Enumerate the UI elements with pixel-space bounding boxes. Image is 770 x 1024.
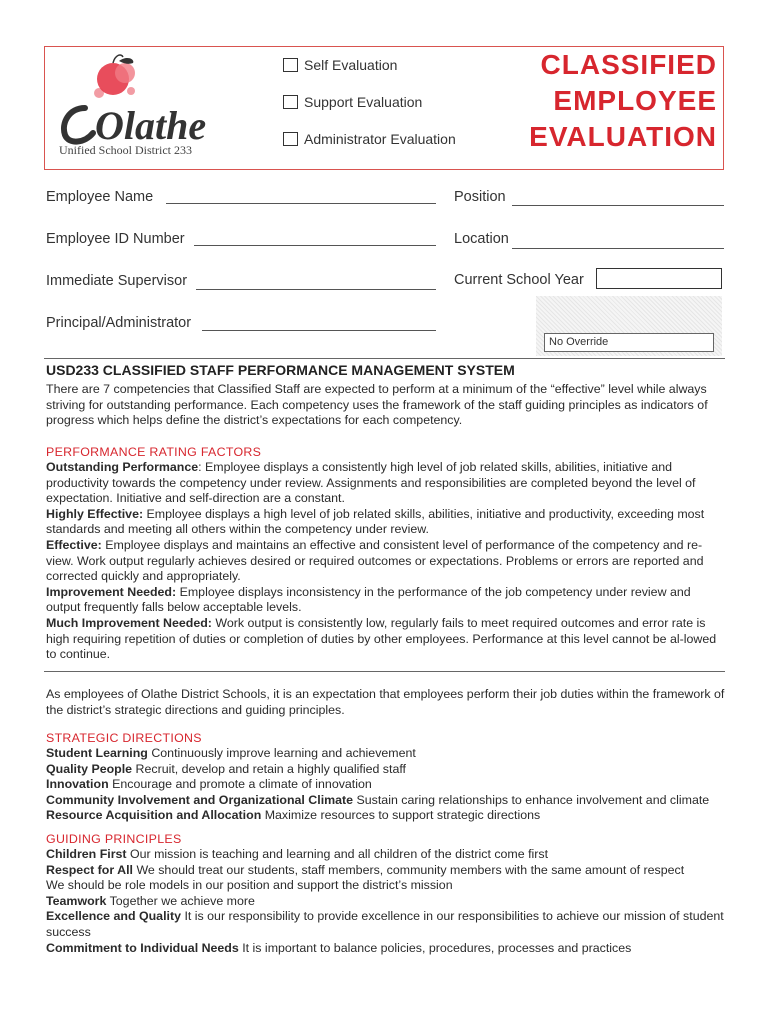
strategic-item: Innovation Encourage and promote a climate of innovation (46, 777, 372, 792)
rating-factors-heading: PERFORMANCE RATING FACTORS (46, 445, 262, 459)
rating-item: Much Improvement Needed: Work output is consistently low, regularly fails to meet required outcomes and error rate is high requiring repetition of duties or completion of duties by other employees. Performance at this level cannot be al-lowed to continue. (46, 615, 717, 662)
administrator-evaluation-label: Administrator Evaluation (304, 131, 456, 147)
support-evaluation-option[interactable] (283, 94, 422, 110)
rating-item: Effective: Employee displays and maintains an effective and consistent level of performance of the competency and re-view. Work output regularly achieves desired or required outcomes or expectations. Problems or errors are reported and corrected quickly and appropriately. (46, 537, 704, 584)
strategic-item: Resource Acquisition and Allocation Maximize resources to support strategic directions (46, 808, 541, 823)
school-year-input[interactable] (596, 268, 722, 289)
rating-item: Improvement Needed: Employee displays inconsistency in the performance of the job competency under review and output frequently falls below acceptable levels. (46, 584, 691, 615)
administrator-evaluation-checkbox[interactable] (283, 132, 298, 146)
divider-middle (44, 671, 725, 672)
divider-top (44, 358, 725, 359)
support-evaluation-label: Support Evaluation (304, 94, 423, 110)
expectation-text: As employees of Olathe District Schools, it is an expectation that employees perform their job duties within the framework of the district’s strategic directions and guiding principles. (46, 687, 725, 717)
self-evaluation-option[interactable] (283, 57, 397, 73)
system-title: USD233 CLASSIFIED STAFF PERFORMANCE MANAGEMENT SYSTEM (46, 362, 515, 378)
employee-name-label: Employee Name (46, 189, 154, 205)
supervisor-label: Immediate Supervisor (46, 273, 188, 289)
guiding-item: Respect for All We should treat our students, staff members, community members with the same amount of respect (46, 862, 685, 877)
strategic-item: Community Involvement and Organizational Climate Sustain caring relationships to enhance involvement and climate (46, 792, 710, 807)
apple-logo-icon (55, 53, 225, 153)
title-line-1: CLASSIFIED (540, 49, 717, 80)
guiding-item: Teamwork Together we achieve more (46, 893, 255, 908)
strategic-directions-list (46, 746, 726, 824)
self-evaluation-label: Self Evaluation (304, 57, 398, 73)
guiding-item: We should be role models in our position and support the district’s mission (46, 878, 453, 893)
position-label: Position (454, 189, 506, 205)
employee-id-label: Employee ID Number (46, 231, 185, 247)
logo-wordmark: Olathe (95, 103, 207, 148)
support-evaluation-checkbox[interactable] (283, 95, 298, 109)
guiding-principles-list (46, 847, 726, 956)
guiding-item: Commitment to Individual Needs It is important to balance policies, procedures, processes and practices (46, 940, 632, 955)
guiding-item: Excellence and Quality It is our responsibility to provide excellence in our responsibilities to achieve our mission of student success (46, 909, 724, 939)
position-field[interactable] (512, 204, 724, 206)
administrator-evaluation-option[interactable] (283, 131, 456, 147)
location-label: Location (454, 231, 509, 247)
rating-factors-list (46, 460, 726, 663)
guiding-item: Children First Our mission is teaching and learning and all children of the district come first (46, 847, 549, 861)
strategic-item: Quality People Recruit, develop and retain a highly qualified staff (46, 761, 407, 776)
employee-name-field[interactable] (166, 202, 436, 204)
principal-field[interactable] (202, 329, 436, 331)
override-select[interactable]: No Override (544, 333, 714, 352)
rating-item: Outstanding Performance: Employee displays a consistently high level of job related skills, abilities, initiative and productivity towards the competency under review. Assignments and responsibilities are completed beyond the level of expectation. Initiative and self-direction are a constant. (46, 460, 696, 506)
school-year-label: Current School Year (454, 272, 584, 288)
system-intro: There are 7 competencies that Classified Staff are expected to perform at a minimum of the “effective” level while always striving for outstanding performance. Each competency uses the framework of the staff guiding principles as indicators of progress which helps define the district’s expectations for each competency. (46, 382, 708, 428)
location-field[interactable] (512, 247, 724, 249)
logo-subtitle: Unified School District 233 (59, 143, 192, 157)
supervisor-field[interactable] (196, 288, 436, 290)
header-box (44, 46, 724, 170)
override-panel (536, 296, 722, 356)
title-line-3: EVALUATION (529, 121, 717, 152)
guiding-principles-heading: GUIDING PRINCIPLES (46, 832, 182, 846)
rating-item: Highly Effective: Employee displays a high level of job related skills, abilities, initiative and productivity, exceeding most standards and meeting all others within the competency under review. (46, 506, 705, 537)
title-line-2: EMPLOYEE (553, 85, 717, 116)
self-evaluation-checkbox[interactable] (283, 58, 298, 72)
principal-label: Principal/Administrator (46, 315, 192, 331)
strategic-directions-heading: STRATEGIC DIRECTIONS (46, 731, 202, 745)
strategic-item: Student Learning Continuously improve learning and achievement (46, 746, 416, 760)
employee-id-field[interactable] (194, 244, 436, 246)
